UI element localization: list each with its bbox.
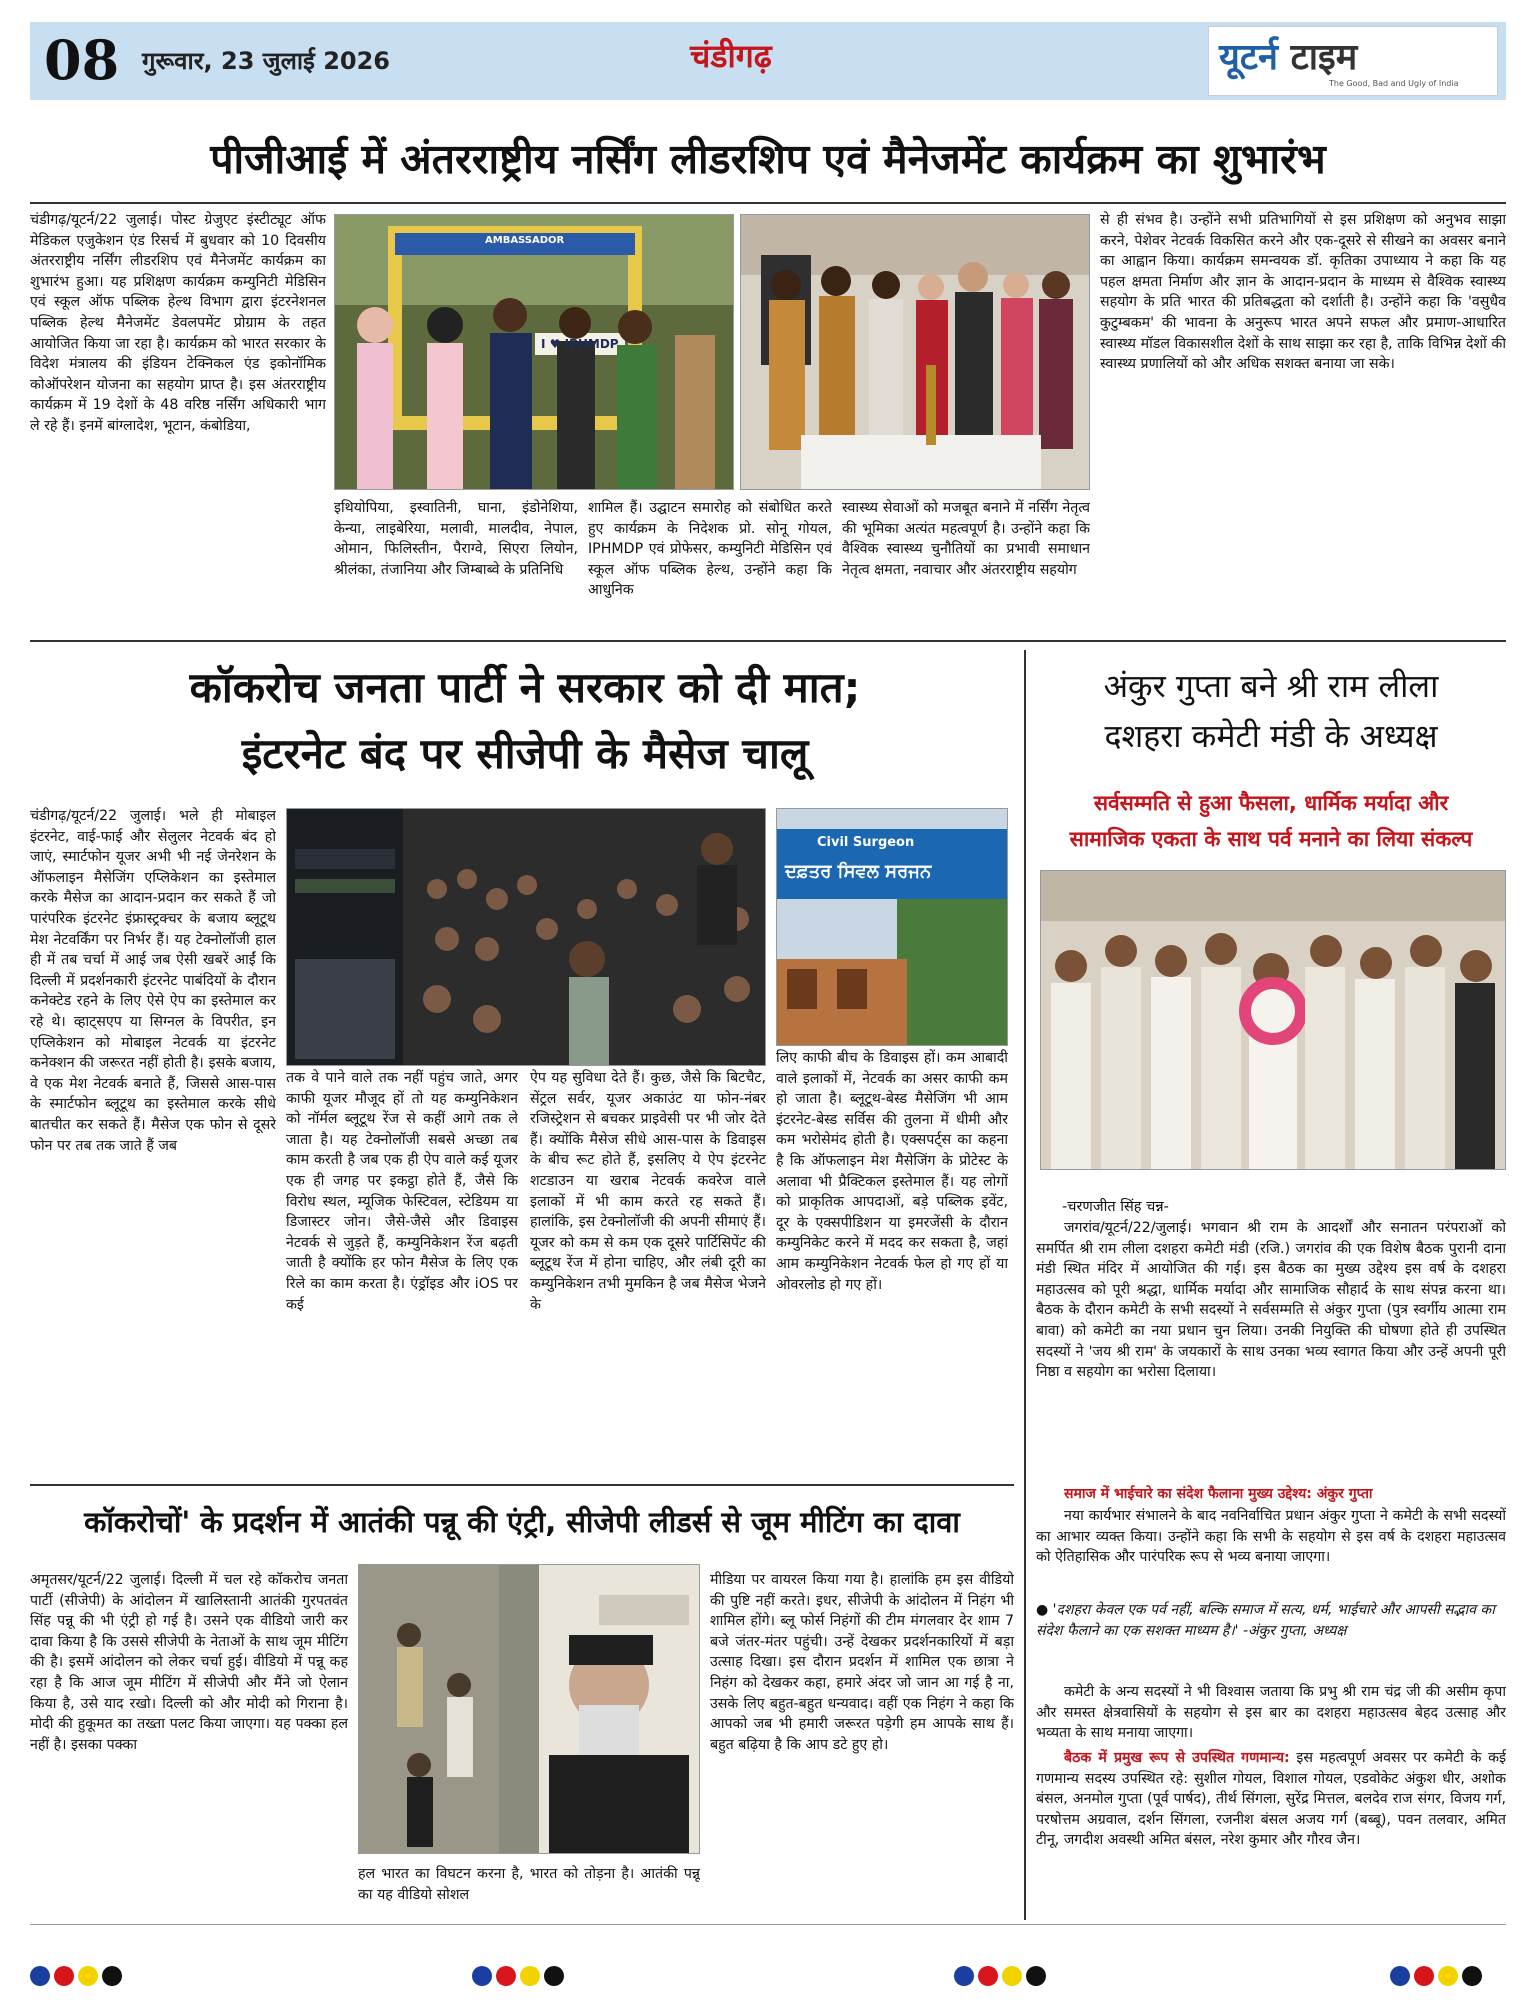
column-divider (1024, 650, 1026, 1920)
story4-para4 (1036, 1748, 1506, 1916)
story4-headline-line1: अंकुर गुप्ता बने श्री राम लीला (1103, 667, 1439, 705)
story2-photo-office (776, 808, 1008, 1046)
quote-text: 'दशहरा केवल एक पर्व नहीं, बल्कि समाज में सत्य, धर्म, भाईचारे और आपसी सद्भाव का संदेश फैलाने का एक सशक्त माध्यम है।' (1036, 1602, 1495, 1639)
story4-para1: जगरांव/यूटर्न/22/जुलाई। भगवान श्री राम के आदर्शों और सनातन परंपराओं को समर्पित श्री राम लीला दशहरा कमेटी मंडी (रजि.) जगरांव की एक विशेष बैठक पुरानी दाना मंडी स्थित मंदिर में आयोजित की गई। इस बैठक का मुख्य उद्देश्य इस वर्ष के दशहरा महाउत्सव को पूरी श्रद्धा, धार्मिक मर्यादा और सामाजिक सौहार्द के साथ संपन्न करना था। बैठक के दौरान कमेटी के सभी सदस्यों ने सर्वसम्मति से अंकुर गुप्ता (पुत्र स्वर्गीय आत्मा राम बावा) को कमेटी का नया प्रधान चुन लिया। उनकी नियुक्ति की घोषणा होते ही उपस्थित सदस्यों ने 'जय श्री राम' के जयकारों के साथ उनका भव्य स्वागत किया और उन्हें अपनी पूरी निष्ठा व सहयोग का भरोसा दिलाया। (1036, 1220, 1506, 1381)
story1-col2: इथियोपिया, इस्वातिनी, घाना, इंडोनेशिया, केन्या, लाइबेरिया, मलावी, मालदीव, नेपाल, ओमान, फिलिस्तीन, पैराग्वे, सिएरा लियोन, श्रीलंका, तंजानिया और जिम्बाब्वे के प्रतिनिधि (334, 500, 578, 578)
register-marks-right (1390, 1966, 1486, 1990)
newspaper-logo (1208, 26, 1498, 96)
story2-col4: लिए काफी बीच के डिवाइस हों। कम आबादी वाले इलाकों में, नेटवर्क का असर काफी कम हो जाता है। ब्लूटूथ-बेस्ड मैसेजिंग भी आम इंटरनेट-बेस्ड सर्विस की तुलना में धीमी और कम भरोसेमंद होती है। एक्सपर्ट्स का कहना है कि ऑफलाइन मेश मैसेजिंग के प्रोटेस्ट के अलावा भी प्रैक्टिकल इस्तेमाल हैं। यह लोगों को प्राकृतिक आपदाओं, बड़े पब्लिक इवेंट, दूर के एक्सपीडिशन या इमरजेंसी के दौरान कम्युनिकेट करने में मदद कर सकता है, जहां आम कम्युनिकेशन नेटवर्क फेल हो गए हों या ओवरलोड हो गए हों। (776, 1050, 1008, 1293)
story3-col2: हल भारत का विघटन करना है, भारत को तोड़ना है। आतंकी पन्नू का यह वीडियो सोशल (358, 1866, 700, 1903)
story1-headline: पीजीआई में अंतरराष्ट्रीय नर्सिंग लीडरशिप एवं मैनेजमेंट कार्यक्रम का शुभारंभ (210, 135, 1326, 183)
logo-text-1: यूटर्न (1219, 37, 1279, 78)
story2-col2: तक वे पाने वाले तक नहीं पहुंच जाते, अगर काफी यूजर मौजूद हों तो यह कम्युनिकेशन को नॉर्मल ब्लूटूथ रेंज से कहीं आगे तक ले जाता है। यह टेक्नोलॉजी सबसे अच्छा तब काम करती है जब एक ही ऐप वाले कई यूजर एक ही जगह पर इकट्ठा होते हैं, जैसे कि विरोध स्थल, म्यूजिक फेस्टिवल, स्टेडियम या डिजास्टर जोन। जैसे-जैसे और डिवाइस नेटवर्क से जुड़ते हैं, कम्युनिकेशन रेंज बढ़ती जाती है क्योंकि हर फोन मैसेज के लिए एक रिले का काम करता है। एंड्रॉइड और iOS पर कई (286, 1070, 518, 1313)
quote-attribution: -अंकुर गुप्ता, अध्यक्ष (1242, 1622, 1347, 1639)
story3-headline: कॉकरोचों' के प्रदर्शन में आतंकी पन्नू की एंट्री, सीजेपी लीडर्स से जूम मीटिंग का दावा (84, 1505, 960, 1539)
city-section-label: चंडीगढ़ (690, 37, 772, 75)
para4-lead: बैठक में प्रमुख रूप से उपस्थित गणमान्य: (1064, 1750, 1290, 1766)
story1-photo-delegates (740, 214, 1090, 490)
para4-text: इस महत्वपूर्ण अवसर पर कमेटी के कई गणमान्य सदस्य उपस्थित रहे: सुशील गोयल, विशाल गोयल, एडवोकेट अंकुश धीर, अशोक बंसल, अनमोल गुप्ता (पूर्व पार्षद), तीर्थ सिंगला, सुरेंद्र मित्तल, बलदेव राज संगर, विजय गर्ग, परषोत्तम अग्रवाल, दर्शन सिंगला, रजनीश बंसल अजय गर्ग (बब्बू), पवन तलवार, अमित टीनू, जगदीश अवस्थी अमित बंसल, नरेश कुमार और गौरव जैन। (1036, 1750, 1506, 1849)
divider (30, 640, 1506, 642)
story2-headline-line2: इंटरनेट बंद पर सीजेपी के मैसेज चालू (241, 729, 809, 778)
register-marks-center-left (472, 1966, 568, 1990)
divider (30, 1484, 1014, 1486)
story1-col1: चंडीगढ़/यूटर्न/22 जुलाई। पोस्ट ग्रेजुएट इंस्टीट्यूट ऑफ मेडिकल एजुकेशन एंड रिसर्च में बुधवार को 10 दिवसीय अंतरराष्ट्रीय नर्सिंग लीडरशिप एवं मैनेजमेंट कार्यक्रम का शुभारंभ हुआ। यह प्रशिक्षण कार्यक्रम कम्युनिटी मेडिसिन एवं स्कूल ऑफ पब्लिक हेल्थ विभाग द्वारा इंटरनेशनल पब्लिक हेल्थ मैनेजमेंट डेवलपमेंट प्रोग्राम के तहत आयोजित किया जा रहा है। कार्यक्रम को भारत सरकार के विदेश मंत्रालय की इंडियन टेक्निकल एंड इकोनॉमिक कोऑपरेशन योजना का सहयोग प्राप्त है। इस अंतरराष्ट्रीय कार्यक्रम में 19 देशों के 48 वरिष्ठ नर्सिंग अधिकारी भाग ले रहे हैं। इनमें बांग्लादेश, भूटान, कंबोडिया, (30, 212, 326, 434)
story3-col1: अमृतसर/यूटर्न/22 जुलाई। दिल्ली में चल रहे कॉकरोच जनता पार्टी (सीजेपी) के आंदोलन में खालिस्तानी आतंकी गुरपतवंत सिंह पन्नू की भी एंट्री हो गई है। उसने एक वीडियो जारी कर दावा किया है कि उससे सीजेपी के नेताओं के साथ जूम मीटिंग की है। इसमें आंदोलन को लेकर चर्चा हुई। वीडियो में पन्नू कह रहा है कि आज जूम मीटिंग में सीजेपी और मैंने जो ऐलान किया है, उसे याद रखो। दिल्ली को और मोदी को गिराना है। मोदी की हुकूमत का तख्ता पलट किया जाएगा। यह पक्का हल नहीं है। इसका पक्का (30, 1572, 348, 1753)
story2-headline-line1: कॉकरोच जनता पार्टी ने सरकार को दी मात; (189, 663, 861, 712)
photo1-frame-text: I ♥ IPHMDP (541, 337, 619, 351)
story3-photo-protest (358, 1564, 700, 1854)
story1-col3: शामिल हैं। उद्घाटन समारोह को संबोधित करते हुए कार्यक्रम के निदेशक प्रो. सोनू गोयल, IPHMDP एवं प्रोफेसर, कम्युनिटी मेडिसिन एवं स्कूल ऑफ पब्लिक हेल्थ, उन्होंने कहा कि आधुनिक (588, 500, 832, 599)
photo-illustration (741, 215, 1090, 490)
story1-col4: स्वास्थ्य सेवाओं को मजबूत बनाने में नर्सिंग नेतृत्व की भूमिका अत्यंत महत्वपूर्ण है। उन्होंने कहा कि वैश्विक स्वास्थ्य चुनौतियों का प्रभावी समाधान नेतृत्व क्षमता, नवाचार और अंतरराष्ट्रीय सहयोग (842, 500, 1090, 578)
bullet-dot-icon: ● (1036, 1602, 1049, 1618)
page-number: 08 (44, 28, 120, 92)
story3-col3: मीडिया पर वायरल किया गया है। हालांकि हम इस वीडियो की पुष्टि नहीं करते। इधर, सीजेपी के आंदोलन में निहंग भी शामिल होंगे। ब्लू फोर्स निहंगों की टीम मंगलवार देर शाम 7 बजे जंतर-मंतर पहुंची। उन्हें देखकर प्रदर्शनकारियों में बड़ा उत्साह दिखा। इस दौरान प्रदर्शन में शामिल एक छात्रा ने निहंग को देखकर कहा, हमारे अंदर जो जान आ गई है ना, उसके लिए बहुत-बहुत धन्यवाद। वहीं एक निहंग ने कहा कि आपको जब भी हमारी जरूरत पड़ेगी हम आपके साथ हैं। बहुत बढ़िया है कि आप डटे हुए हो। (710, 1572, 1014, 1753)
story4-para3: कमेटी के अन्य सदस्यों ने भी विश्वास जताया कि प्रभु श्री राम चंद्र जी की असीम कृपा और समस्त क्षेत्रवासियों के सहयोग से इस बार का दशहरा महाउत्सव बेहद उत्साह और भव्यता के साथ मनाया जाएगा। (1036, 1684, 1506, 1742)
story1-col5: से ही संभव है। उन्होंने सभी प्रतिभागियों से इस प्रशिक्षण को अनुभव साझा करने, पेशेवर नेटवर्क विकसित करने और एक-दूसरे से सीखने का अवसर बनाने का आह्वान किया। कार्यक्रम समन्वयक डॉ. कृतिका उपाध्याय ने कहा कि यह पहल क्षमता निर्माण और ज्ञान के आदान-प्रदान के माध्यम से वैश्विक स्वास्थ्य सहयोग के प्रति भारत की प्रतिबद्धता को दर्शाती है। उन्होंने कहा कि 'वसुधैव कुटुम्बकम' की भावना के अनुरूप भारत अपने सफल और प्रमाण-आधारित स्वास्थ्य मॉडल विकासशील देशों के साथ साझा कर रहा है, ताकि विभिन्न देशों की स्वास्थ्य प्रणालियों को और अधिक सशक्त बनाया जा सके। (1100, 212, 1506, 373)
issue-date: गुरूवार, 23 जुलाई 2026 (142, 47, 390, 75)
footer-rule (30, 1924, 1506, 1925)
story4-subhead2: समाज में भाईचारे का संदेश फैलाना मुख्य उद्देश्य: अंकुर गुप्ता (1064, 1486, 1373, 1502)
story2-photo-crowd (286, 808, 766, 1066)
photo-illustration (1041, 871, 1506, 1170)
story4-subhead-line1: सर्वसम्मति से हुआ फैसला, धार्मिक मर्यादा और (1093, 791, 1449, 815)
divider (30, 202, 1506, 204)
photo-illustration (335, 215, 734, 490)
story2-col1: चंडीगढ़/यूटर्न/22 जुलाई। भले ही मोबाइल इंटरनेट, वाई-फाई और सेलुलर नेटवर्क बंद हो जाएं, स्मार्टफोन यूजर अभी भी नई जेनरेशन के ऑफलाइन मैसेजिंग एप्लिकेशन का इस्तेमाल करके मैसेज का आदान-प्रदान कर सकते हैं जो पारंपरिक इंटरनेट इंफ्रास्ट्रक्चर के बजाय ब्लूटूथ मेश नेटवर्किंग पर निर्भर हैं। यह टेक्नोलॉजी हाल ही में तब चर्चा में आई जब ऐसी खबरें आईं कि दिल्ली में प्रदर्शनकारी इंटरनेट पाबंदियों के दौरान कनेक्टेड रहने के लिए ऐसे ऐप का इस्तेमाल कर रहे थे। व्हाट्सएप या सिग्नल के विपरीत, इन एप्लिकेशन को मोबाइल नेटवर्क या इंटरनेट कनेक्शन की जरूरत नहीं होती है। इसके बजाय, वे एक मेश नेटवर्क बनाते हैं, जिससे आस-पास के स्मार्टफोन ब्लूटूथ का इस्तेमाल करके सीधे बातचीत कर सकते हैं। मैसेज एक फोन से दूसरे फोन पर तब तक जाते हैं जब (30, 808, 276, 1154)
story4-subhead-line2: सामाजिक एकता के साथ पर्व मनाने का लिया संकल्प (1069, 827, 1473, 851)
photo-illustration (287, 809, 766, 1066)
story2-col3: ऐप यह सुविधा देते हैं। कुछ, जैसे कि बिटचैट, सेंट्रल सर्वर, यूजर अकाउंट या फोन-नंबर रजिस्ट्रेशन से बचकर प्राइवेसी पर भी जोर देते हैं। क्योंकि मैसेज सीधे आस-पास के डिवाइस के बीच रूट होते हैं, इसलिए ये ऐप इंटरनेट शटडाउन या खराब नेटवर्क कवरेज वाले इलाकों में भी काम करते रह सकते हैं। हालांकि, इस टेक्नोलॉजी की अपनी सीमाएं हैं। यूजर को कम से कम एक दूसरे पार्टिसिपेंट की ब्लूटूथ रेंज में होना चाहिए, और लंबी दूरी का कम्युनिकेशन तभी मुमकिन है जब मैसेज भेजने के (530, 1070, 766, 1313)
photo-illustration (359, 1565, 700, 1854)
story4-para2: नया कार्यभार संभालने के बाद नवनिर्वाचित प्रधान अंकुर गुप्ता ने कमेटी के सभी सदस्यों का आभार व्यक्त किया। उन्होंने कहा कि सभी के सहयोग से इस वर्ष के दशहरा महाउत्सव को ऐतिहासिक और पारंपरिक रूप से भव्य बनाया जाएगा। (1036, 1508, 1506, 1566)
logo-tagline: The Good, Bad and Ugly of India (1329, 79, 1459, 88)
story4-quote (1036, 1600, 1506, 1678)
photo-sign-punjabi: ਦਫ਼ਤਰ ਸਿਵਲ ਸਰਜਨ (785, 861, 932, 882)
logo-text-2: टाइम (1290, 37, 1358, 78)
photo-sign-english: Civil Surgeon (817, 835, 915, 850)
register-marks-left (30, 1966, 126, 1990)
story4-photo-committee (1040, 870, 1506, 1170)
story4-byline: -चरणजीत सिंह चन्न- (1062, 1199, 1169, 1215)
register-marks-center-right (954, 1966, 1050, 1990)
story1-photo-group (334, 214, 734, 490)
photo1-sign-text: AMBASSADOR (485, 235, 565, 246)
story4-headline-line2: दशहरा कमेटी मंडी के अध्यक्ष (1104, 717, 1438, 755)
